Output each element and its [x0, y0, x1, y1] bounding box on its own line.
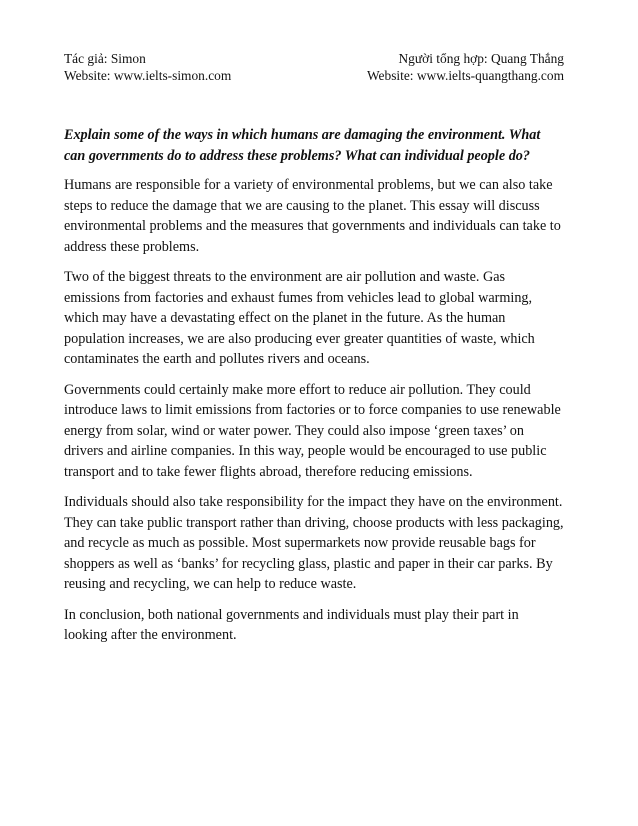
- compiler-label: Người tổng hợp: Quang Thắng: [398, 51, 564, 66]
- paragraph-individuals: Individuals should also take responsibility for the impact they have on the environment. They can take public transport rather than driving, choose products with less packaging, and recycle as much as possible. Most supermarkets now provide reusable bags for shoppers as well as ‘banks’ for recycling glass, plastic and paper in their car parks. By reusing and recycling, we can help to reduce waste.: [64, 494, 564, 592]
- paragraph-problems: Two of the biggest threats to the environment are air pollution and waste. Gas emissions from factories and exhaust fumes from vehicles lead to global warming, which may have a devastating effect on the planet in the future. As the human population increases, we are also producing ever greater quantities of waste, which contaminates the earth and pollutes rivers and oceans.: [64, 269, 535, 367]
- paragraph-introduction: Humans are responsible for a variety of environmental problems, but we can also take steps to reduce the damage that we are causing to the planet. This essay will discuss environmental problems and the measures that governments and individuals can take to address these problems.: [64, 177, 561, 255]
- author-label: Tác giả: Simon: [64, 51, 146, 66]
- compiler-info: [367, 50, 564, 84]
- author-info: [64, 50, 231, 84]
- author-website: Website: www.ielts-simon.com: [64, 68, 232, 83]
- document-page: [64, 50, 564, 646]
- page-header: [64, 50, 564, 84]
- paragraph-conclusion: In conclusion, both national governments and individuals must play their part in looking after the environment.: [64, 606, 519, 643]
- paragraph-governments: Governments could certainly make more effort to reduce air pollution. They could introduce laws to limit emissions from factories or to force companies to use renewable energy from solar, wind or water power. They could also impose ‘green taxes’ on drivers and airline companies. In this way, people would be encouraged to use public transport and to take fewer flights abroad, therefore reducing emissions.: [64, 381, 561, 480]
- compiler-website: Website: www.ielts-quangthang.com: [366, 68, 564, 83]
- essay-question: Explain some of the ways in which humans are damaging the environment. What can governments do to address these problems? What can individual people do?: [64, 127, 541, 164]
